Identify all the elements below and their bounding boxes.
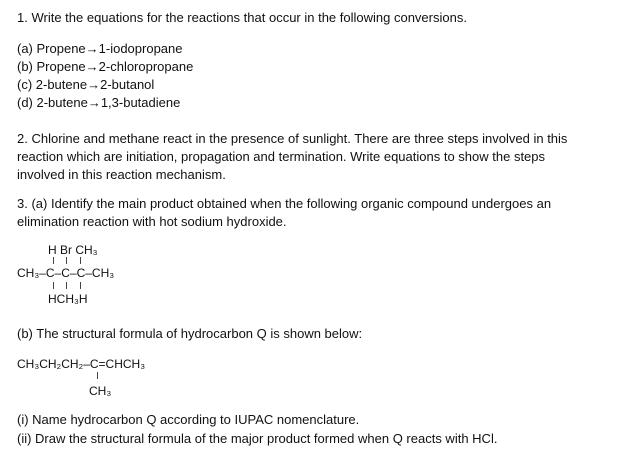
structure-2-branch: CH₃ <box>89 384 112 398</box>
question-3a-line-2: elimination reaction with hot sodium hydroxide. <box>17 214 287 229</box>
structure-1-bond <box>53 257 54 264</box>
question-1-item-c: (c) 2-butene→2-butanol <box>17 77 155 92</box>
structure-1-bond <box>66 282 67 289</box>
structure-1-bond <box>80 257 81 264</box>
question-2-line-1: 2. Chlorine and methane react in the presence of sunlight. There are three steps involved in this <box>17 131 568 146</box>
question-1-item-d: (d) 2-butene→1,3-butadiene <box>17 95 181 110</box>
question-2-line-2: reaction which are initiation, propagation and termination. Write equations to show the steps <box>17 149 546 164</box>
structure-1-bond <box>53 282 54 289</box>
structure-1-bottom-substituents: HCH₃H <box>48 292 88 306</box>
structure-2-main-chain: CH₃CH₂CH₂–C=CHCH₃ <box>17 357 146 371</box>
question-3b-sub-ii: (ii) Draw the structural formula of the major product formed when Q reacts with HCl. <box>17 431 498 446</box>
structure-1-top-substituents: H Br CH₃ <box>48 243 98 257</box>
question-1-title: 1. Write the equations for the reactions that occur in the following conversions. <box>17 10 467 25</box>
structure-1-main-chain: CH₃–C–C–C–CH₃ <box>17 266 115 280</box>
structure-2-bond <box>97 372 98 379</box>
structure-1-bond <box>66 257 67 264</box>
question-3a-line-1: 3. (a) Identify the main product obtained when the following organic compound undergoes an <box>17 196 552 211</box>
question-1-item-a: (a) Propene→1-iodopropane <box>17 41 183 56</box>
structure-1-bond <box>80 282 81 289</box>
question-3b-line: (b) The structural formula of hydrocarbon Q is shown below: <box>17 326 363 341</box>
question-2-line-3: involved in this reaction mechanism. <box>17 167 226 182</box>
question-3b-sub-i: (i) Name hydrocarbon Q according to IUPAC nomenclature. <box>17 412 360 427</box>
question-1-item-b: (b) Propene→2-chloropropane <box>17 59 194 74</box>
